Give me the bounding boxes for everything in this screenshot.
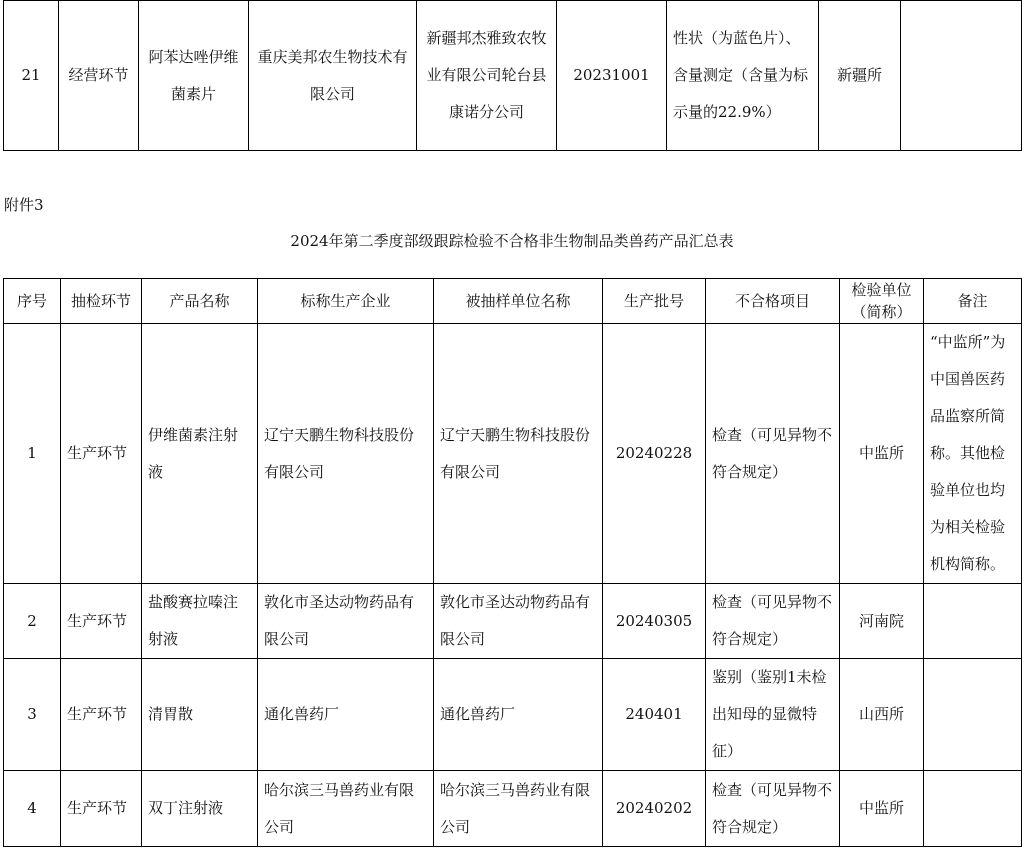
row-stage: 生产环节 (61, 771, 142, 847)
row-note: “中监所”为中国兽医药品监察所简称。其他检验单位也均为相关检验机构简称。 (924, 324, 1022, 584)
row-lab: 山西所 (840, 659, 924, 771)
row-stage: 生产环节 (61, 584, 142, 659)
row-failed-item: 鉴别（鉴别1未检出知母的显微特征） (706, 659, 840, 771)
row-note (924, 771, 1022, 847)
header-note: 备注 (924, 279, 1022, 324)
header-row (4, 279, 1022, 324)
row-lab: 中监所 (840, 771, 924, 847)
row-note (924, 584, 1022, 659)
row-failed-item: 检查（可见异物不符合规定） (706, 771, 840, 847)
header-lab: 检验单位（简称） (840, 279, 924, 324)
row-product: 盐酸赛拉嗪注射液 (142, 584, 258, 659)
row-no: 3 (4, 659, 61, 771)
row-maker: 通化兽药厂 (258, 659, 434, 771)
row-lab: 河南院 (840, 584, 924, 659)
table-title: 2024年第二季度部级跟踪检验不合格非生物制品类兽药产品汇总表 (290, 232, 734, 250)
row-stage: 生产环节 (61, 659, 142, 771)
row-product: 清胃散 (142, 659, 258, 771)
row-lab: 新疆所 (819, 1, 901, 151)
row-stage: 生产环节 (61, 324, 142, 584)
row-failed-item: 检查（可见异物不符合规定） (706, 324, 840, 584)
header-sampled-unit: 被抽样单位名称 (434, 279, 603, 324)
annex-label: 附件3 (4, 196, 44, 214)
previous-table (3, 0, 1022, 151)
table-row (4, 1, 1022, 151)
row-batch: 20240228 (603, 324, 706, 584)
row-sampled-unit: 敦化市圣达动物药品有限公司 (434, 584, 603, 659)
row-failed-item: 性状（为蓝色片）、含量测定（含量为标示量的22.9%） (667, 1, 819, 151)
row-sampled-unit: 通化兽药厂 (434, 659, 603, 771)
table-row (4, 659, 1022, 771)
row-note (901, 1, 1022, 151)
row-maker: 重庆美邦农生物技术有限公司 (249, 1, 417, 151)
row-note (924, 659, 1022, 771)
summary-table (3, 278, 1022, 847)
row-product: 双丁注射液 (142, 771, 258, 847)
row-maker: 哈尔滨三马兽药业有限公司 (258, 771, 434, 847)
row-no: 1 (4, 324, 61, 584)
header-stage: 抽检环节 (61, 279, 142, 324)
header-maker: 标称生产企业 (258, 279, 434, 324)
row-batch: 20240305 (603, 584, 706, 659)
row-stage: 经营环节 (59, 1, 139, 151)
table-row (4, 584, 1022, 659)
header-product: 产品名称 (142, 279, 258, 324)
row-sampled-unit: 哈尔滨三马兽药业有限公司 (434, 771, 603, 847)
row-no: 4 (4, 771, 61, 847)
table-row (4, 771, 1022, 847)
row-batch: 20231001 (557, 1, 667, 151)
row-batch: 240401 (603, 659, 706, 771)
row-product: 阿苯达唑伊维菌素片 (139, 1, 249, 151)
row-failed-item: 检查（可见异物不符合规定） (706, 584, 840, 659)
row-maker: 辽宁天鹏生物科技股份有限公司 (258, 324, 434, 584)
row-product: 伊维菌素注射液 (142, 324, 258, 584)
row-maker: 敦化市圣达动物药品有限公司 (258, 584, 434, 659)
row-no: 21 (4, 1, 59, 151)
row-batch: 20240202 (603, 771, 706, 847)
table-row (4, 324, 1022, 584)
row-no: 2 (4, 584, 61, 659)
row-sampled-unit: 辽宁天鹏生物科技股份有限公司 (434, 324, 603, 584)
header-batch: 生产批号 (603, 279, 706, 324)
header-no: 序号 (4, 279, 61, 324)
row-sampled-unit: 新疆邦杰雅致农牧业有限公司轮台县康诺分公司 (417, 1, 557, 151)
header-failed-item: 不合格项目 (706, 279, 840, 324)
row-lab: 中监所 (840, 324, 924, 584)
